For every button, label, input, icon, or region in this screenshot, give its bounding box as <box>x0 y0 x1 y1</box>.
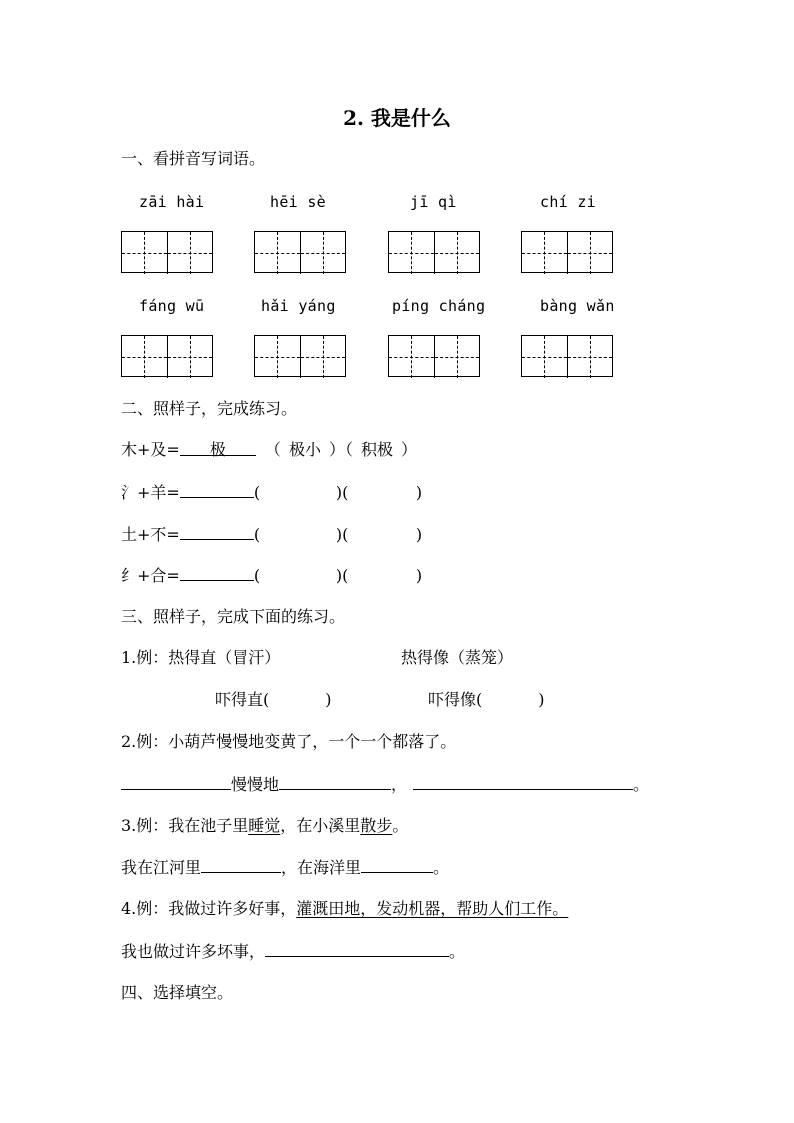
pinyin-6: hǎi yáng <box>261 297 336 315</box>
section-4-heading: 四、选择填空。 <box>121 983 234 1002</box>
writing-box-8[interactable] <box>521 335 613 377</box>
combine-formula: 土+不= <box>121 525 180 544</box>
paren-close: ) <box>415 483 423 502</box>
q3-end: 。 <box>392 816 409 835</box>
q1-example-2: 热得像（蒸笼） <box>401 648 514 667</box>
q1-fill-1 <box>215 690 332 710</box>
writing-box-1[interactable] <box>121 231 213 273</box>
q2-fill <box>121 774 649 795</box>
paren-close: ) <box>325 690 332 709</box>
section-1-heading: 一、看拼音写词语。 <box>121 149 266 168</box>
q4-end: 。 <box>449 942 466 961</box>
q2-period: 。 <box>633 775 650 794</box>
example-row <box>121 440 417 460</box>
combine-row-2 <box>121 524 422 545</box>
pinyin-5: fáng wū <box>139 297 205 315</box>
example-answer: 极 <box>209 440 226 459</box>
q2-example: 2.例：小葫芦慢慢地变黄了，一个一个都落了。 <box>121 732 457 751</box>
writing-box-5[interactable] <box>121 335 213 377</box>
q1-fill-1-label: 吓得直( <box>215 690 270 709</box>
pinyin-8: bàng wǎn <box>540 297 615 315</box>
q2-blank-3[interactable] <box>413 774 633 790</box>
q1-fill-2-label: 吓得像( <box>428 690 483 709</box>
example-close-paren-1: ）（ <box>328 440 353 459</box>
q2-comma: ， <box>391 775 408 794</box>
paren-mid: )( <box>335 525 349 544</box>
q1-example: 1.例：热得直（冒汗） <box>121 648 281 667</box>
example-close-paren-2: ） <box>400 440 417 459</box>
writing-box-7[interactable] <box>388 335 480 377</box>
q2-blank-2[interactable] <box>279 774 391 790</box>
paren-open: ( <box>253 483 261 502</box>
example-word-2: 积极 <box>360 440 393 459</box>
combine-answer-blank[interactable] <box>180 524 254 540</box>
q3-blank-1[interactable] <box>201 857 281 873</box>
q4-fill <box>121 941 465 962</box>
combine-row-1 <box>121 482 422 503</box>
q3-example <box>121 816 408 836</box>
pinyin-2: hēi sè <box>270 193 326 211</box>
q3-fill-end: 。 <box>433 858 450 877</box>
q3-blank-2[interactable] <box>361 857 433 873</box>
q2-blank-1[interactable] <box>121 774 231 790</box>
example-answer-blank <box>180 440 256 459</box>
paren-close: ) <box>415 566 423 585</box>
q4-prefix: 4.例：我做过许多好事， <box>121 899 297 918</box>
paren-mid: )( <box>335 483 349 502</box>
page-title: 2. 我是什么 <box>343 106 451 130</box>
writing-box-4[interactable] <box>521 231 613 273</box>
paren-mid: )( <box>335 566 349 585</box>
section-3-heading: 三、照样子，完成下面的练习。 <box>121 607 346 626</box>
q3-fill <box>121 857 449 878</box>
paren-open: ( <box>253 566 261 585</box>
combine-answer-blank[interactable] <box>180 482 254 498</box>
example-formula: 木+及= <box>121 440 180 459</box>
example-word-1: 极小 <box>288 440 321 459</box>
q3-fill-a: 我在江河里 <box>121 858 202 877</box>
pinyin-1: zāi hài <box>139 193 205 211</box>
writing-box-3[interactable] <box>388 231 480 273</box>
q4-fill-label: 我也做过许多坏事， <box>121 942 266 961</box>
q4-example <box>121 899 568 919</box>
q3-prefix: 3.例：我在池子里 <box>121 816 249 835</box>
pinyin-7: píng cháng <box>392 297 486 315</box>
combine-answer-blank[interactable] <box>180 565 254 581</box>
writing-box-2[interactable] <box>254 231 346 273</box>
pinyin-3: jī qì <box>410 193 457 211</box>
combine-formula: 纟+合= <box>121 566 180 585</box>
q3-mid: ，在小溪里 <box>280 816 361 835</box>
paren-open: ( <box>253 525 261 544</box>
section-2-heading: 二、照样子，完成练习。 <box>121 399 298 418</box>
q1-fill-2 <box>428 690 545 710</box>
q3-underlined-1: 睡觉 <box>248 816 281 835</box>
q3-underlined-2: 散步 <box>360 816 393 835</box>
q3-fill-b: ，在海洋里 <box>281 858 362 877</box>
pinyin-4: chí zi <box>540 193 596 211</box>
combine-row-3 <box>121 565 422 586</box>
q2-mid-text: 慢慢地 <box>231 775 280 794</box>
paren-close: ) <box>415 525 423 544</box>
combine-formula: 氵+羊= <box>121 483 180 502</box>
example-open-paren: （ <box>264 440 281 459</box>
writing-box-6[interactable] <box>254 335 346 377</box>
q4-underlined: 灌溉田地，发动机器，帮助人们工作。 <box>296 899 569 918</box>
q4-blank[interactable] <box>265 941 449 957</box>
paren-close: ) <box>538 690 545 709</box>
